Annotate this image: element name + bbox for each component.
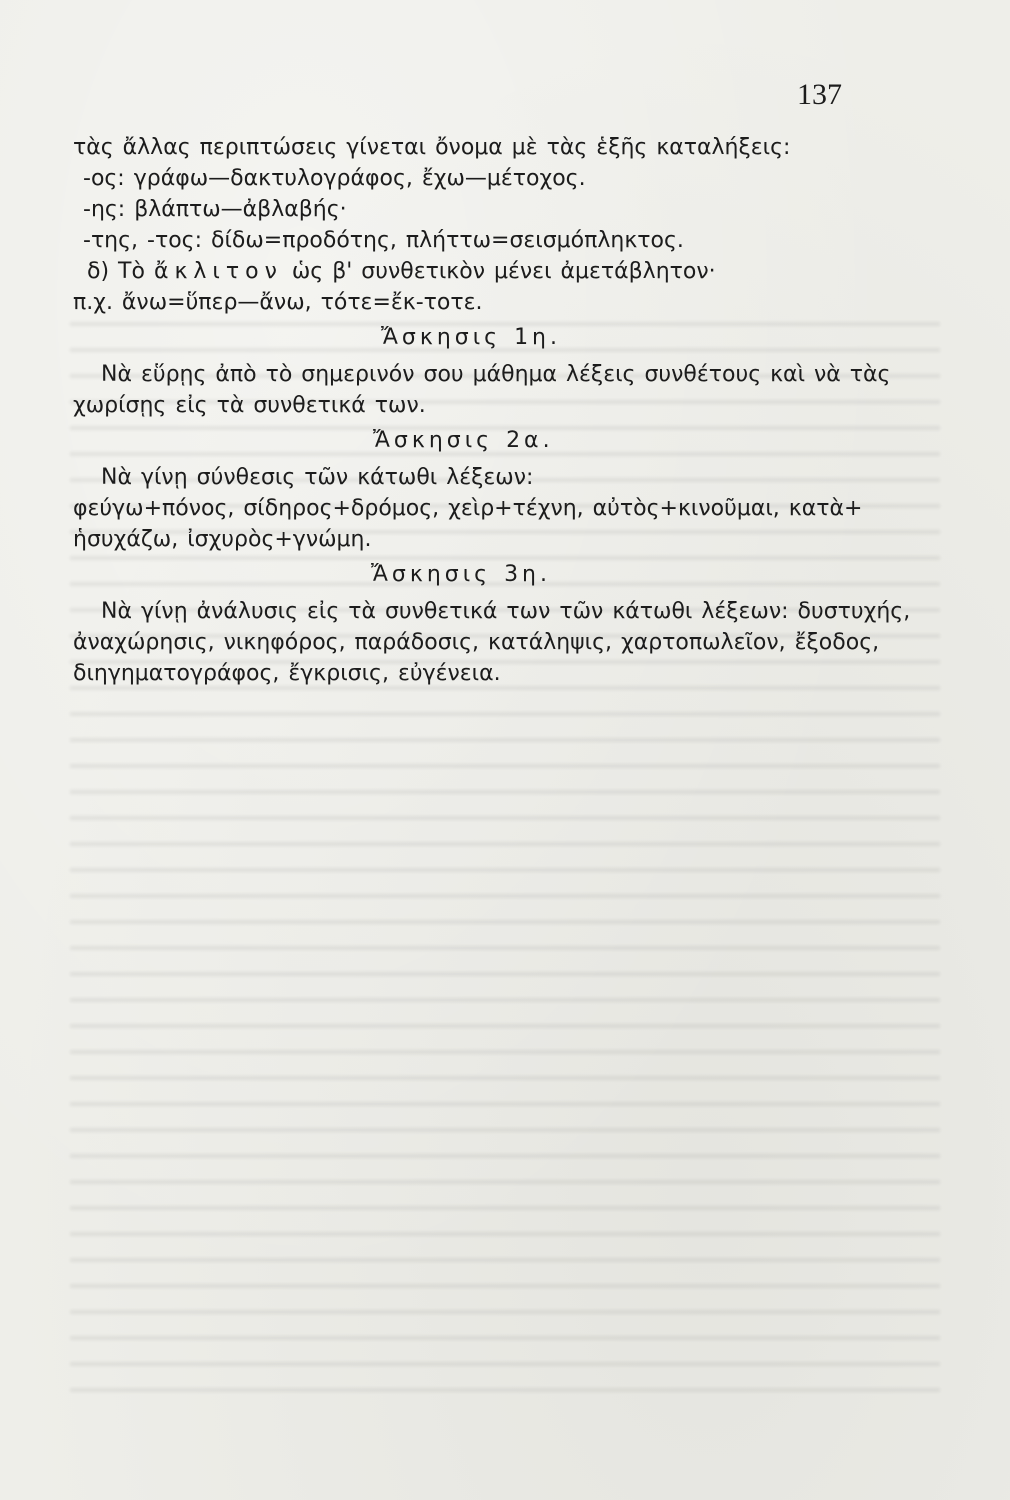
- exercise-line: Νὰ γίνῃ σύνθεσις τῶν κάτωθι λέξεων:: [101, 465, 534, 490]
- exercise-heading: Ἄσκησις 2α.: [373, 428, 554, 453]
- exercise-line: ἀναχώρησις, νικηφόρος, παράδοσις, κατάληψις, χαρτοπωλεῖον, ἔξοδος,: [73, 630, 880, 655]
- body-line-suffix: ὡς β' συνθετικὸν μένει ἀμετάβλητον·: [291, 259, 716, 284]
- exercise-line: φεύγω+πόνος, σίδηρος+δρόμος, χεὶρ+τέχνη, αὐτὸς+κινοῦμαι, κατὰ+: [73, 496, 863, 521]
- body-line: -ος: γράφω—δακτυλογράφος, ἔχω—μέτοχος.: [83, 166, 586, 191]
- body-line: -ης: βλάπτω—ἀβλαβής·: [83, 197, 347, 222]
- exercise-heading: Ἄσκησις 3η.: [371, 562, 551, 587]
- body-line: π.χ. ἄνω=ὕπερ—ἄνω, τότε=ἔκ-τοτε.: [73, 290, 483, 315]
- page-body: [73, 132, 911, 689]
- exercise-line: Νὰ εὕρῃς ἀπὸ τὸ σημερινόν σου μάθημα λέξεις συνθέτους καὶ νὰ τὰς: [101, 362, 891, 387]
- exercise-line: ἡσυχάζω, ἰσχυρὸς+γνώμη.: [73, 527, 372, 552]
- body-line-prefix: δ) Τὸ: [87, 259, 145, 284]
- exercise-line: Νὰ γίνῃ ἀνάλυσις εἰς τὰ συνθετικά των τῶν κάτωθι λέξεων: δυστυχής,: [101, 599, 911, 624]
- body-line: τὰς ἄλλας περιπτώσεις γίνεται ὄνομα μὲ τὰς ἑξῆς καταλήξεις:: [73, 135, 791, 160]
- body-line: [73, 256, 873, 287]
- spaced-term: ἄκλιτον: [153, 259, 283, 284]
- exercise-line: διηγηματογράφος, ἔγκρισις, εὐγένεια.: [73, 661, 501, 686]
- exercise-heading: Ἄσκησις 1η.: [381, 325, 561, 350]
- body-line: -της, -τος: δίδω=προδότης, πλήττω=σεισμόπληκτος.: [83, 228, 684, 253]
- exercise-line: χωρίσῃς εἰς τὰ συνθετικά των.: [73, 393, 426, 418]
- page-number: 137: [797, 78, 842, 111]
